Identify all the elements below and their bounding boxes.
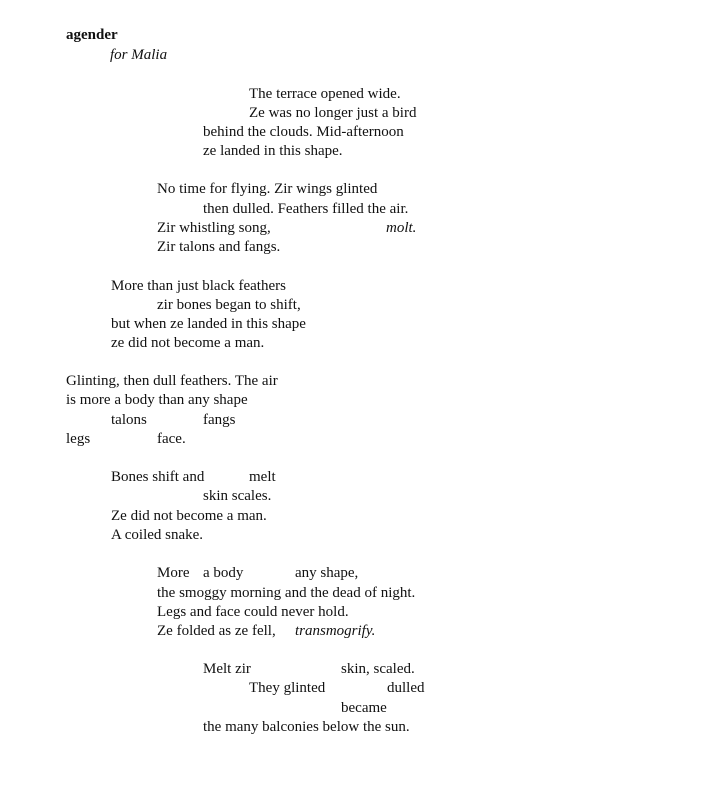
stanza3-line1: More than just black feathers xyxy=(111,278,286,294)
stanza7-line4: the many balconies below the sun. xyxy=(203,719,410,735)
stanza1-line1: The terrace opened wide. xyxy=(249,86,401,102)
stanza3-line3: but when ze landed in this shape xyxy=(111,316,306,332)
stanza7-line2-right: dulled xyxy=(387,680,425,696)
stanza2-line3-left: Zir whistling song, xyxy=(157,220,271,236)
stanza7-line1-right: skin, scaled. xyxy=(341,661,415,677)
stanza5-line1-left: Bones shift and xyxy=(111,469,205,485)
stanza1-line2: Ze was no longer just a bird xyxy=(249,105,417,121)
stanza6-line3: Legs and face could never hold. xyxy=(157,604,349,620)
stanza7-line1-left: Melt zir xyxy=(203,661,251,677)
stanza6-line2: the smoggy morning and the dead of night. xyxy=(157,585,416,601)
poem-dedication: for Malia xyxy=(110,47,168,63)
stanza6-line4-left: Ze folded as ze fell, xyxy=(157,623,276,639)
stanza2-line4: Zir talons and fangs. xyxy=(157,239,281,255)
stanza6-line1-b: a body xyxy=(203,565,244,581)
stanza5-line1-right: melt xyxy=(249,469,276,485)
stanza4-line3-left: talons xyxy=(111,412,147,428)
stanza4-line4-right: face. xyxy=(157,431,186,447)
stanza7-line3: became xyxy=(341,700,387,716)
stanza4-line2: is more a body than any shape xyxy=(66,392,248,408)
stanza2-line3-right: molt. xyxy=(386,220,417,236)
stanza4-line4-left: legs xyxy=(66,431,91,447)
stanza2-line1: No time for flying. Zir wings glinted xyxy=(157,181,378,197)
stanza4-line3-right: fangs xyxy=(203,412,236,428)
stanza3-line4: ze did not become a man. xyxy=(111,335,265,351)
stanza4-line1: Glinting, then dull feathers. The air xyxy=(66,373,278,389)
stanza5-line4: A coiled snake. xyxy=(111,527,204,543)
stanza5-line3: Ze did not become a man. xyxy=(111,508,267,524)
stanza1-line3: behind the clouds. Mid-afternoon xyxy=(203,124,404,140)
poem-title: agender xyxy=(66,27,118,43)
stanza1-line4: ze landed in this shape. xyxy=(203,143,343,159)
stanza6-line1-c: any shape, xyxy=(295,565,359,581)
stanza6-line1-a: More xyxy=(157,565,190,581)
stanza7-line2-left: They glinted xyxy=(249,680,326,696)
stanza6-line4-right: transmogrify. xyxy=(295,623,376,639)
stanza5-line2: skin scales. xyxy=(203,488,272,504)
stanza3-line2: zir bones began to shift, xyxy=(157,297,301,313)
stanza2-line2: then dulled. Feathers filled the air. xyxy=(203,201,409,217)
